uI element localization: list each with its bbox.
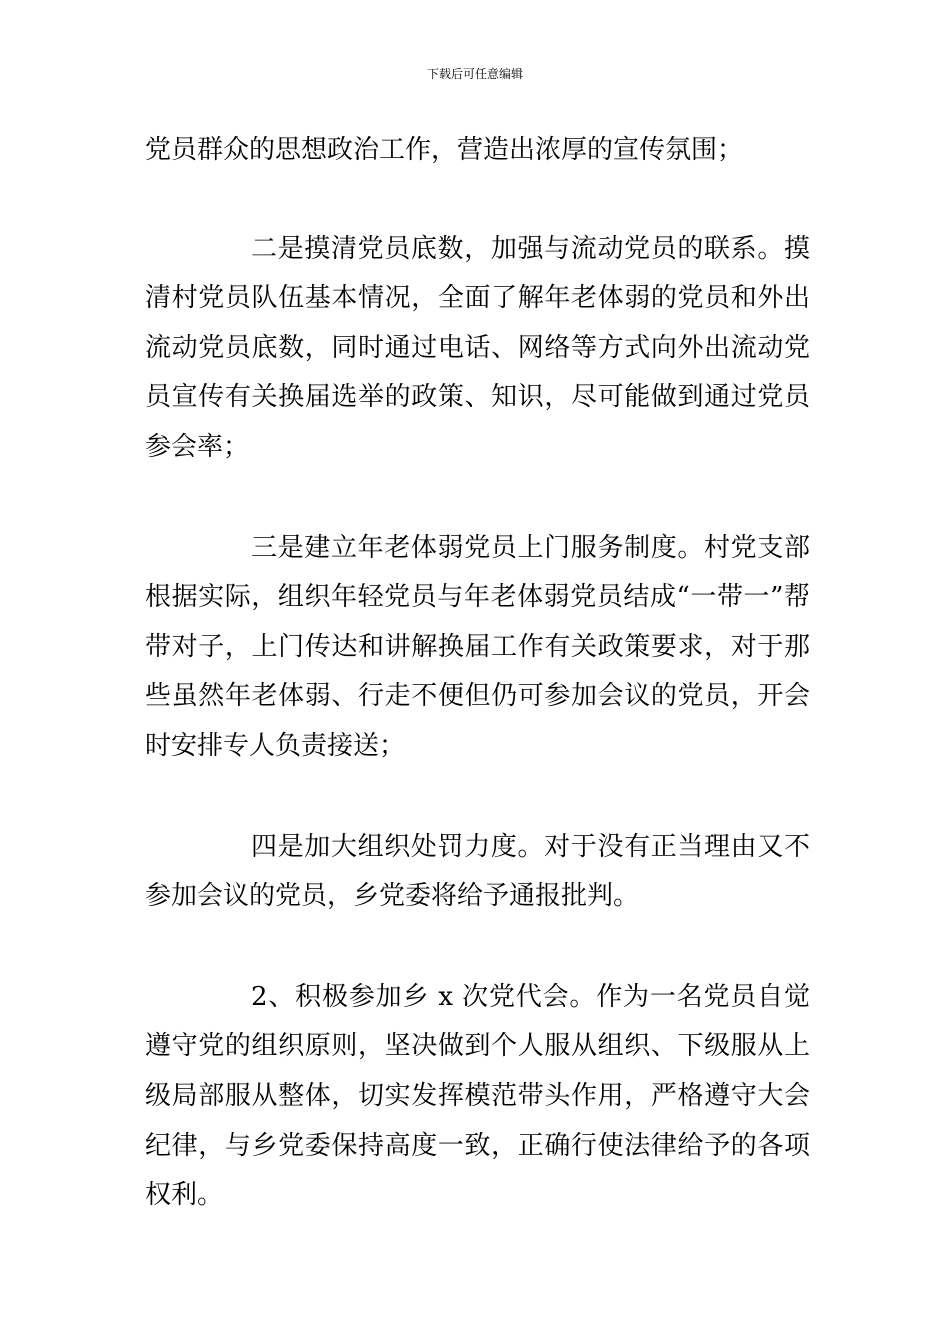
paragraph-section-2: 2、积极参加乡 x 次党代会。作为一名党员自觉遵守党的组织原则，坚决做到个人服从组织、下级服从上级局部服从整体，切实发挥模范带头作用，严格遵守大会纪律，与乡党委保持高度一致，正确行使法律给予的各项权利。 bbox=[145, 981, 810, 1211]
document-body bbox=[145, 126, 810, 1221]
paragraph-item-3: 三是建立年老体弱党员上门服务制度。村党支部根据实际，组织年轻党员与年老体弱党员结成“一带一”帮带对子，上门传达和讲解换届工作有关政策要求，对于那些虽然年老体弱、行走不便但仍可参加会议的党员，开会时安排专人负责接送； bbox=[145, 532, 810, 761]
page-header-note: 下载后可任意编辑 bbox=[426, 67, 523, 81]
paragraph-item-2: 二是摸清党员底数，加强与流动党员的联系。摸清村党员队伍基本情况，全面了解年老体弱的党员和外出流动党员底数，同时通过电话、网络等方式向外出流动党员宣传有关换届选举的政策、知识，尽可能做到通过党员参会率； bbox=[145, 233, 810, 462]
paragraph-continuation: 党员群众的思想政治工作，营造出浓厚的宣传氛围； bbox=[145, 135, 744, 165]
paragraph-item-4: 四是加大组织处罚力度。对于没有正当理由又不参加会议的党员，乡党委将给予通报批判。 bbox=[145, 831, 810, 912]
